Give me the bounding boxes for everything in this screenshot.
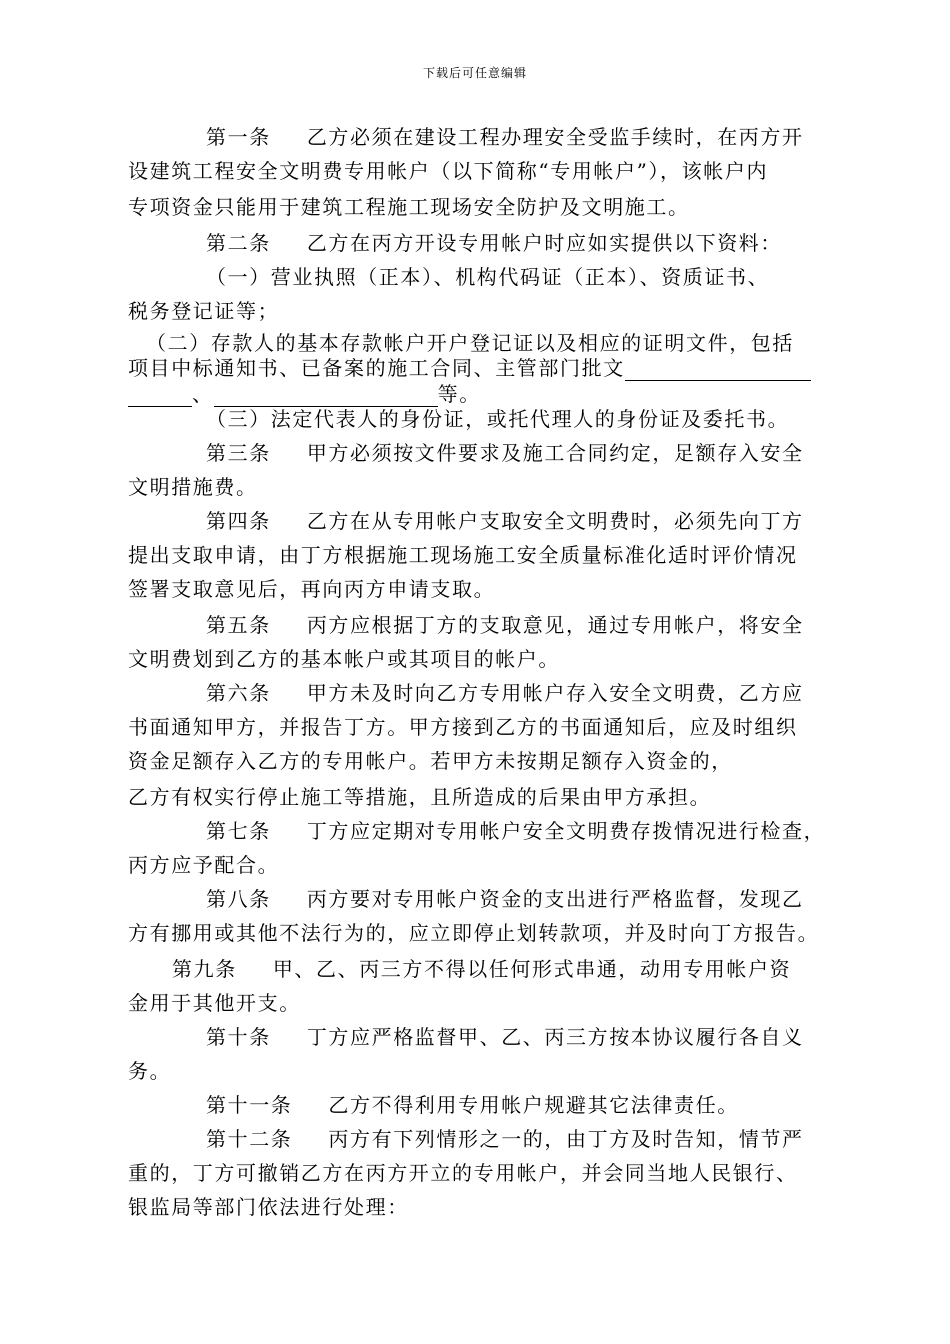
text-line: 资金足额存入乙方的专用帐户。若甲方未按期足额存入资金的，	[128, 749, 733, 773]
article-10-heading-line: 第十条 丁方应严格监督甲、乙、丙三方按本协议履行各自义	[206, 1025, 804, 1049]
text-line: 税务登记证等；	[128, 299, 280, 323]
fill-in-blank	[128, 386, 192, 407]
text-line: 务。	[128, 1059, 172, 1083]
article-4-heading-line: 第四条 乙方在从专用帐户支取安全文明费时，必须先向丁方	[206, 509, 804, 533]
text-line-with-blanks: 、 等。	[128, 381, 481, 407]
text-line: 签署支取意见后，再向丙方申请支取。	[128, 577, 496, 601]
text-line: 文明措施费。	[128, 475, 258, 499]
text-line: 重的，丁方可撤销乙方在丙方开立的专用帐户，并会同当地人民银行、	[128, 1161, 798, 1185]
text-line: 方有挪用或其他不法行为的，应立即停止划转款项，并及时向丁方报告。	[128, 921, 820, 945]
list-item-3: （三）法定代表人的身份证，或托代理人的身份证及委托书。	[206, 407, 790, 431]
list-item-2: （二）存款人的基本存款帐户开户登记证以及相应的证明文件，包括	[146, 331, 794, 355]
article-7-heading-line: 第七条 丁方应定期对专用帐户安全文明费存拨情况进行检查，	[206, 819, 826, 843]
article-8-heading-line: 第八条 丙方要对专用帐户资金的支出进行严格监督，发现乙	[206, 887, 804, 911]
article-9-heading-line: 第九条 甲、乙、丙三方不得以任何形式串通，动用专用帐户资	[172, 957, 792, 981]
text-line: 银监局等部门依法进行处理：	[128, 1195, 409, 1219]
text-line: 金用于其他开支。	[128, 991, 301, 1015]
text-line: 乙方有权实行停止施工等措施，且所造成的后果由甲方承担。	[128, 785, 712, 809]
page-header: 下载后可任意编辑	[422, 66, 527, 80]
article-2-heading-line: 第二条 乙方在丙方开设专用帐户时应如实提供以下资料：	[206, 231, 783, 255]
text-line: 文明费划到乙方的基本帐户或其项目的帐户。	[128, 647, 560, 671]
text-line: 丙方应予配合。	[128, 853, 280, 877]
article-5-heading-line: 第五条 丙方应根据丁方的支取意见，通过专用帐户，将安全	[206, 613, 804, 637]
article-12-heading-line: 第十二条 丙方有下列情形之一的，由丁方及时告知，情节严	[206, 1127, 804, 1151]
article-1-heading-line: 第一条 乙方必须在建设工程办理安全受监手续时，在丙方开	[206, 125, 804, 149]
article-11-heading-line: 第十一条 乙方不得利用专用帐户规避其它法律责任。	[206, 1093, 739, 1117]
text-line: 专项资金只能用于建筑工程施工现场安全防护及文明施工。	[128, 195, 690, 219]
fill-in-blank	[625, 360, 811, 381]
text-line: 设建筑工程安全文明费专用帐户（以下简称“专用帐户”），该帐户内	[128, 159, 769, 183]
article-6-heading-line: 第六条 甲方未及时向乙方专用帐户存入安全文明费，乙方应	[206, 681, 804, 705]
list-item-1: （一）营业执照（正本）、机构代码证（正本）、资质证书、	[206, 265, 770, 289]
text-line: 提出支取申请，由丁方根据施工现场施工安全质量标准化适时评价情况	[128, 543, 798, 567]
text-line-with-blank: 项目中标通知书、已备案的施工合同、主管部门批文	[128, 355, 811, 381]
fill-in-blank	[214, 386, 438, 407]
article-3-heading-line: 第三条 甲方必须按文件要求及施工合同约定，足额存入安全	[206, 441, 804, 465]
text-line: 书面通知甲方，并报告丁方。甲方接到乙方的书面通知后，应及时组织	[128, 715, 798, 739]
